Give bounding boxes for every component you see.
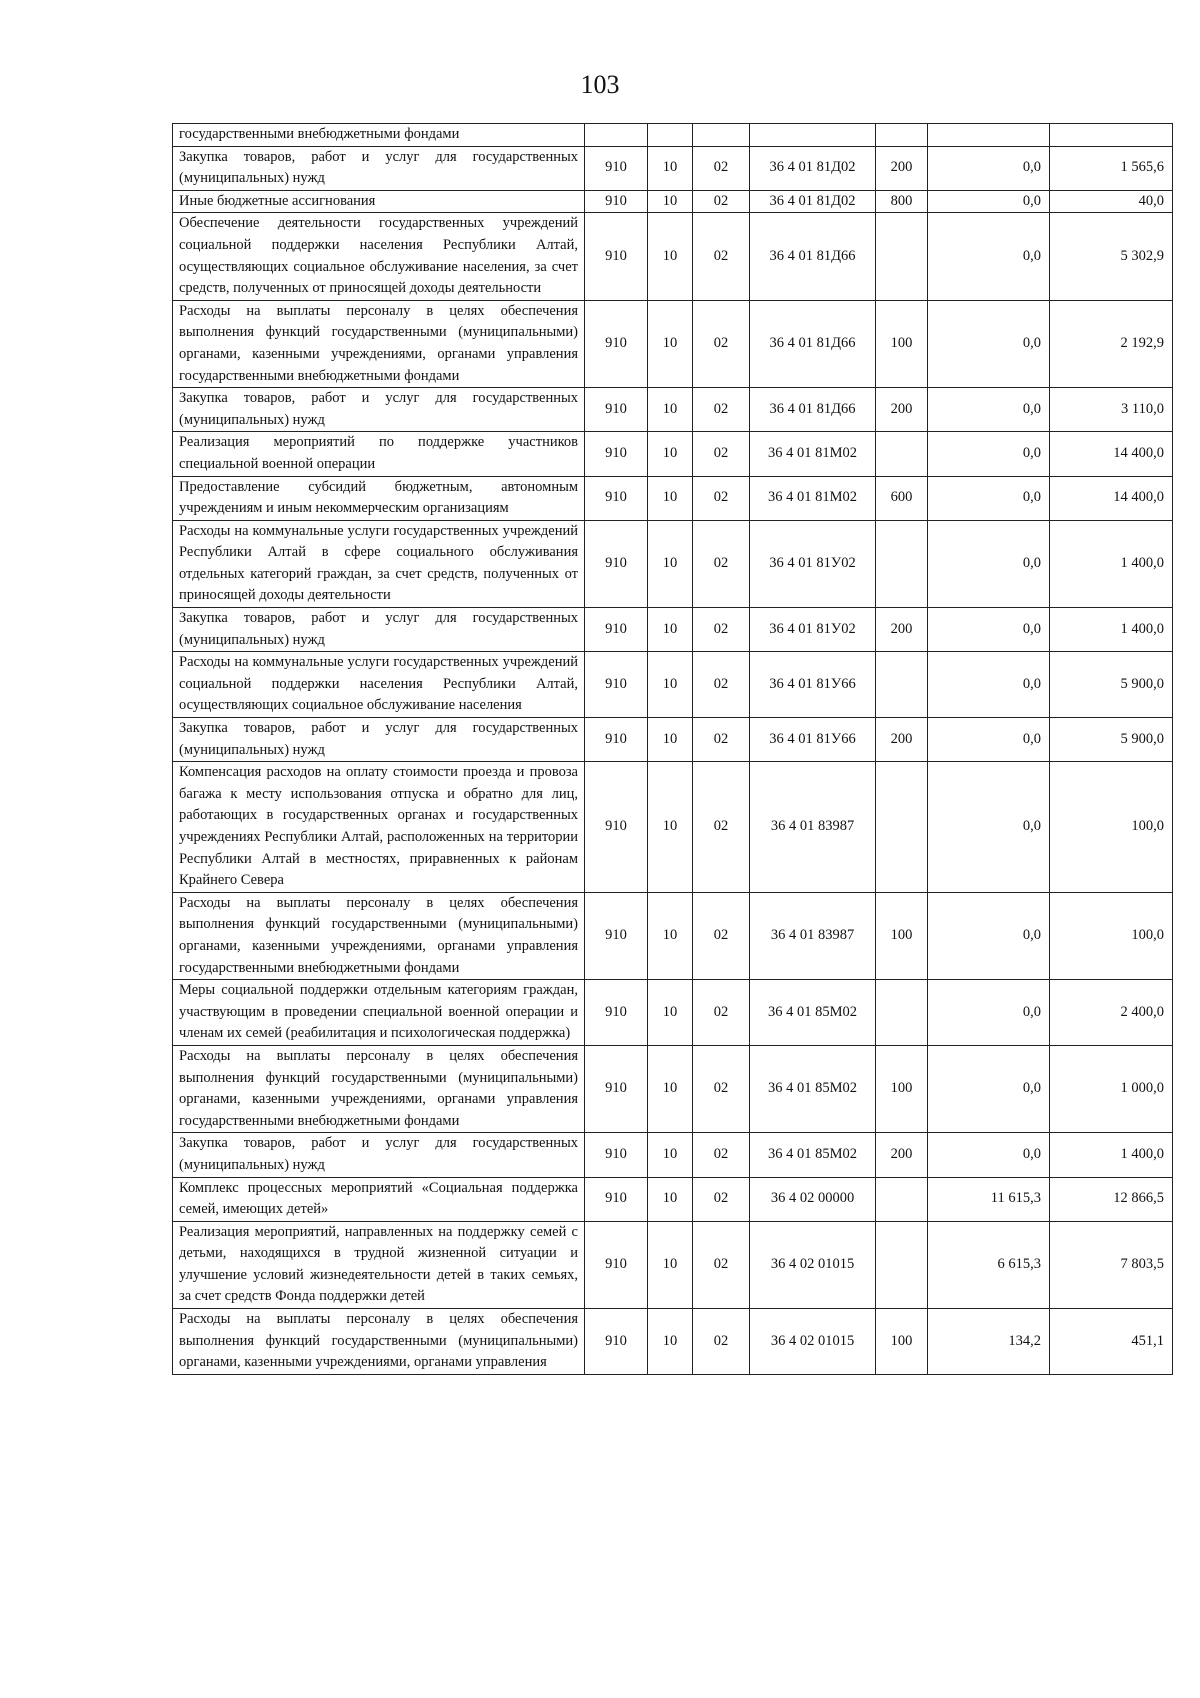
cell-section-code: 10 <box>648 1177 693 1221</box>
cell-name: Реализация мероприятий, направленных на поддержку семей с детьми, находящихся в трудной жизненной ситуации и улучшение условий жизнедеятельности детей в таких семьях, за счет средств Фонда поддержки детей <box>173 1221 585 1308</box>
cell-amount-2: 12 866,5 <box>1050 1177 1173 1221</box>
cell-target-article: 36 4 01 81Д02 <box>750 146 876 190</box>
table-row <box>173 213 1173 300</box>
cell-subsection-code: 02 <box>693 1309 750 1375</box>
cell-amount-2: 5 900,0 <box>1050 652 1173 718</box>
cell-ministry-code: 910 <box>585 980 648 1046</box>
cell-ministry-code: 910 <box>585 388 648 432</box>
cell-amount-2: 14 400,0 <box>1050 476 1173 520</box>
cell-ministry-code: 910 <box>585 892 648 979</box>
cell-subsection-code: 02 <box>693 980 750 1046</box>
cell-expense-type: 200 <box>876 718 928 762</box>
cell-subsection-code: 02 <box>693 520 750 607</box>
cell-amount-2 <box>1050 124 1173 147</box>
cell-amount-1: 11 615,3 <box>928 1177 1050 1221</box>
cell-name: Реализация мероприятий по поддержке участников специальной военной операции <box>173 432 585 476</box>
cell-section-code: 10 <box>648 652 693 718</box>
cell-ministry-code: 910 <box>585 718 648 762</box>
table-row <box>173 892 1173 979</box>
cell-target-article: 36 4 02 01015 <box>750 1309 876 1375</box>
cell-target-article <box>750 124 876 147</box>
cell-target-article: 36 4 01 81У02 <box>750 608 876 652</box>
cell-target-article: 36 4 01 83987 <box>750 892 876 979</box>
cell-target-article: 36 4 01 81Д02 <box>750 190 876 213</box>
cell-amount-1: 0,0 <box>928 300 1050 387</box>
cell-amount-1: 0,0 <box>928 476 1050 520</box>
cell-target-article: 36 4 01 81М02 <box>750 432 876 476</box>
cell-subsection-code: 02 <box>693 718 750 762</box>
cell-section-code <box>648 124 693 147</box>
table-row <box>173 762 1173 893</box>
cell-target-article: 36 4 01 85М02 <box>750 1045 876 1132</box>
cell-expense-type: 200 <box>876 388 928 432</box>
table-row <box>173 190 1173 213</box>
budget-table <box>172 123 1173 1375</box>
cell-amount-1: 6 615,3 <box>928 1221 1050 1308</box>
cell-amount-1: 0,0 <box>928 1133 1050 1177</box>
cell-name: Иные бюджетные ассигнования <box>173 190 585 213</box>
cell-target-article: 36 4 01 83987 <box>750 762 876 893</box>
cell-amount-2: 1 000,0 <box>1050 1045 1173 1132</box>
cell-ministry-code: 910 <box>585 146 648 190</box>
cell-amount-1: 0,0 <box>928 1045 1050 1132</box>
cell-amount-2: 7 803,5 <box>1050 1221 1173 1308</box>
cell-amount-1: 0,0 <box>928 213 1050 300</box>
table-row <box>173 1177 1173 1221</box>
cell-name: Закупка товаров, работ и услуг для государственных (муниципальных) нужд <box>173 718 585 762</box>
cell-expense-type: 100 <box>876 300 928 387</box>
cell-ministry-code: 910 <box>585 1309 648 1375</box>
table-row <box>173 1221 1173 1308</box>
cell-expense-type <box>876 980 928 1046</box>
cell-amount-2: 1 400,0 <box>1050 608 1173 652</box>
cell-section-code: 10 <box>648 718 693 762</box>
cell-amount-1: 0,0 <box>928 892 1050 979</box>
cell-name: Комплекс процессных мероприятий «Социальная поддержка семей, имеющих детей» <box>173 1177 585 1221</box>
cell-amount-2: 5 900,0 <box>1050 718 1173 762</box>
cell-expense-type <box>876 1221 928 1308</box>
cell-section-code: 10 <box>648 1133 693 1177</box>
cell-subsection-code: 02 <box>693 1177 750 1221</box>
cell-ministry-code: 910 <box>585 1045 648 1132</box>
cell-subsection-code: 02 <box>693 432 750 476</box>
cell-expense-type: 600 <box>876 476 928 520</box>
cell-target-article: 36 4 02 01015 <box>750 1221 876 1308</box>
cell-target-article: 36 4 01 85М02 <box>750 980 876 1046</box>
cell-subsection-code: 02 <box>693 213 750 300</box>
cell-ministry-code: 910 <box>585 520 648 607</box>
cell-name: Обеспечение деятельности государственных учреждений социальной поддержки населения Республики Алтай, осуществляющих социальное обслуживание населения, за счет средств, полученных от приносящей доходы деятельности <box>173 213 585 300</box>
cell-subsection-code: 02 <box>693 608 750 652</box>
table-row <box>173 1045 1173 1132</box>
cell-ministry-code: 910 <box>585 432 648 476</box>
cell-name: Компенсация расходов на оплату стоимости проезда и провоза багажа к месту использования отпуска и обратно для лиц, работающих в государственных органах и государственных учреждениях Республики Алтай, расположенных на территории Республики Алтай в местностях, приравненных к районам Крайнего Севера <box>173 762 585 893</box>
cell-ministry-code: 910 <box>585 652 648 718</box>
cell-target-article: 36 4 01 81У66 <box>750 652 876 718</box>
cell-target-article: 36 4 01 81У66 <box>750 718 876 762</box>
table-row <box>173 432 1173 476</box>
cell-name: государственными внебюджетными фондами <box>173 124 585 147</box>
cell-name: Закупка товаров, работ и услуг для государственных (муниципальных) нужд <box>173 1133 585 1177</box>
cell-subsection-code: 02 <box>693 476 750 520</box>
cell-target-article: 36 4 02 00000 <box>750 1177 876 1221</box>
table-row <box>173 520 1173 607</box>
table-row <box>173 718 1173 762</box>
cell-section-code: 10 <box>648 892 693 979</box>
cell-name: Закупка товаров, работ и услуг для государственных (муниципальных) нужд <box>173 146 585 190</box>
cell-amount-2: 1 400,0 <box>1050 520 1173 607</box>
cell-ministry-code: 910 <box>585 476 648 520</box>
cell-ministry-code: 910 <box>585 1221 648 1308</box>
cell-subsection-code <box>693 124 750 147</box>
cell-name: Закупка товаров, работ и услуг для государственных (муниципальных) нужд <box>173 388 585 432</box>
table-row <box>173 146 1173 190</box>
cell-section-code: 10 <box>648 608 693 652</box>
cell-target-article: 36 4 01 81У02 <box>750 520 876 607</box>
cell-name: Расходы на выплаты персоналу в целях обеспечения выполнения функций государственными (муниципальными) органами, казенными учреждениями, органами управления государственными внебюджетными фондами <box>173 1045 585 1132</box>
cell-amount-1: 0,0 <box>928 190 1050 213</box>
cell-section-code: 10 <box>648 213 693 300</box>
cell-subsection-code: 02 <box>693 892 750 979</box>
cell-ministry-code: 910 <box>585 213 648 300</box>
cell-amount-2: 2 192,9 <box>1050 300 1173 387</box>
cell-amount-2: 40,0 <box>1050 190 1173 213</box>
cell-amount-2: 451,1 <box>1050 1309 1173 1375</box>
cell-section-code: 10 <box>648 1309 693 1375</box>
table-row <box>173 300 1173 387</box>
cell-section-code: 10 <box>648 388 693 432</box>
cell-target-article: 36 4 01 81Д66 <box>750 388 876 432</box>
cell-name: Расходы на коммунальные услуги государственных учреждений Республики Алтай в сфере социального обслуживания отдельных категорий граждан, за счет средств, полученных от приносящей доходы деятельности <box>173 520 585 607</box>
table-row <box>173 1309 1173 1375</box>
cell-amount-2: 1 565,6 <box>1050 146 1173 190</box>
cell-target-article: 36 4 01 85М02 <box>750 1133 876 1177</box>
table-row <box>173 388 1173 432</box>
cell-expense-type <box>876 124 928 147</box>
cell-amount-1: 0,0 <box>928 520 1050 607</box>
cell-name: Расходы на выплаты персоналу в целях обеспечения выполнения функций государственными (муниципальными) органами, казенными учреждениями, органами управления <box>173 1309 585 1375</box>
cell-ministry-code: 910 <box>585 1133 648 1177</box>
cell-amount-1: 0,0 <box>928 432 1050 476</box>
cell-subsection-code: 02 <box>693 300 750 387</box>
cell-amount-1: 0,0 <box>928 718 1050 762</box>
cell-expense-type: 100 <box>876 892 928 979</box>
cell-expense-type <box>876 652 928 718</box>
cell-subsection-code: 02 <box>693 1045 750 1132</box>
cell-target-article: 36 4 01 81Д66 <box>750 213 876 300</box>
cell-expense-type: 800 <box>876 190 928 213</box>
table-row <box>173 1133 1173 1177</box>
table-row <box>173 124 1173 147</box>
cell-name: Расходы на выплаты персоналу в целях обеспечения выполнения функций государственными (муниципальными) органами, казенными учреждениями, органами управления государственными внебюджетными фондами <box>173 300 585 387</box>
cell-amount-2: 3 110,0 <box>1050 388 1173 432</box>
cell-amount-1: 0,0 <box>928 652 1050 718</box>
cell-ministry-code: 910 <box>585 190 648 213</box>
cell-name: Закупка товаров, работ и услуг для государственных (муниципальных) нужд <box>173 608 585 652</box>
cell-amount-1: 0,0 <box>928 608 1050 652</box>
cell-amount-1: 0,0 <box>928 762 1050 893</box>
cell-section-code: 10 <box>648 762 693 893</box>
cell-name: Расходы на коммунальные услуги государственных учреждений социальной поддержки населения Республики Алтай, осуществляющих социальное обслуживание населения <box>173 652 585 718</box>
cell-section-code: 10 <box>648 476 693 520</box>
cell-section-code: 10 <box>648 432 693 476</box>
cell-expense-type: 100 <box>876 1045 928 1132</box>
cell-section-code: 10 <box>648 1221 693 1308</box>
cell-amount-1 <box>928 124 1050 147</box>
cell-subsection-code: 02 <box>693 1221 750 1308</box>
cell-amount-2: 100,0 <box>1050 892 1173 979</box>
cell-expense-type <box>876 1177 928 1221</box>
cell-ministry-code <box>585 124 648 147</box>
cell-amount-2: 14 400,0 <box>1050 432 1173 476</box>
cell-amount-2: 1 400,0 <box>1050 1133 1173 1177</box>
cell-ministry-code: 910 <box>585 1177 648 1221</box>
cell-expense-type: 100 <box>876 1309 928 1375</box>
table-row <box>173 652 1173 718</box>
cell-amount-2: 2 400,0 <box>1050 980 1173 1046</box>
cell-ministry-code: 910 <box>585 762 648 893</box>
page-number: 103 <box>580 70 620 99</box>
cell-amount-1: 134,2 <box>928 1309 1050 1375</box>
cell-expense-type <box>876 520 928 607</box>
table-row <box>173 476 1173 520</box>
cell-section-code: 10 <box>648 300 693 387</box>
cell-ministry-code: 910 <box>585 300 648 387</box>
cell-subsection-code: 02 <box>693 1133 750 1177</box>
cell-section-code: 10 <box>648 146 693 190</box>
cell-name: Меры социальной поддержки отдельным категориям граждан, участвующим в проведении специальной военной операции и членам их семей (реабилитация и психологическая поддержка) <box>173 980 585 1046</box>
cell-subsection-code: 02 <box>693 388 750 432</box>
table-body <box>173 124 1173 1375</box>
cell-section-code: 10 <box>648 1045 693 1132</box>
cell-target-article: 36 4 01 81М02 <box>750 476 876 520</box>
cell-amount-2: 5 302,9 <box>1050 213 1173 300</box>
cell-expense-type <box>876 762 928 893</box>
cell-subsection-code: 02 <box>693 190 750 213</box>
cell-subsection-code: 02 <box>693 652 750 718</box>
cell-ministry-code: 910 <box>585 608 648 652</box>
cell-amount-1: 0,0 <box>928 980 1050 1046</box>
cell-section-code: 10 <box>648 520 693 607</box>
cell-expense-type: 200 <box>876 1133 928 1177</box>
cell-expense-type: 200 <box>876 146 928 190</box>
table-row <box>173 608 1173 652</box>
cell-subsection-code: 02 <box>693 762 750 893</box>
cell-section-code: 10 <box>648 190 693 213</box>
cell-amount-1: 0,0 <box>928 146 1050 190</box>
cell-target-article: 36 4 01 81Д66 <box>750 300 876 387</box>
cell-name: Предоставление субсидий бюджетным, автономным учреждениям и иным некоммерческим организациям <box>173 476 585 520</box>
cell-expense-type <box>876 213 928 300</box>
cell-amount-2: 100,0 <box>1050 762 1173 893</box>
cell-expense-type <box>876 432 928 476</box>
cell-amount-1: 0,0 <box>928 388 1050 432</box>
cell-name: Расходы на выплаты персоналу в целях обеспечения выполнения функций государственными (муниципальными) органами, казенными учреждениями, органами управления государственными внебюджетными фондами <box>173 892 585 979</box>
cell-expense-type: 200 <box>876 608 928 652</box>
cell-section-code: 10 <box>648 980 693 1046</box>
cell-subsection-code: 02 <box>693 146 750 190</box>
table-row <box>173 980 1173 1046</box>
